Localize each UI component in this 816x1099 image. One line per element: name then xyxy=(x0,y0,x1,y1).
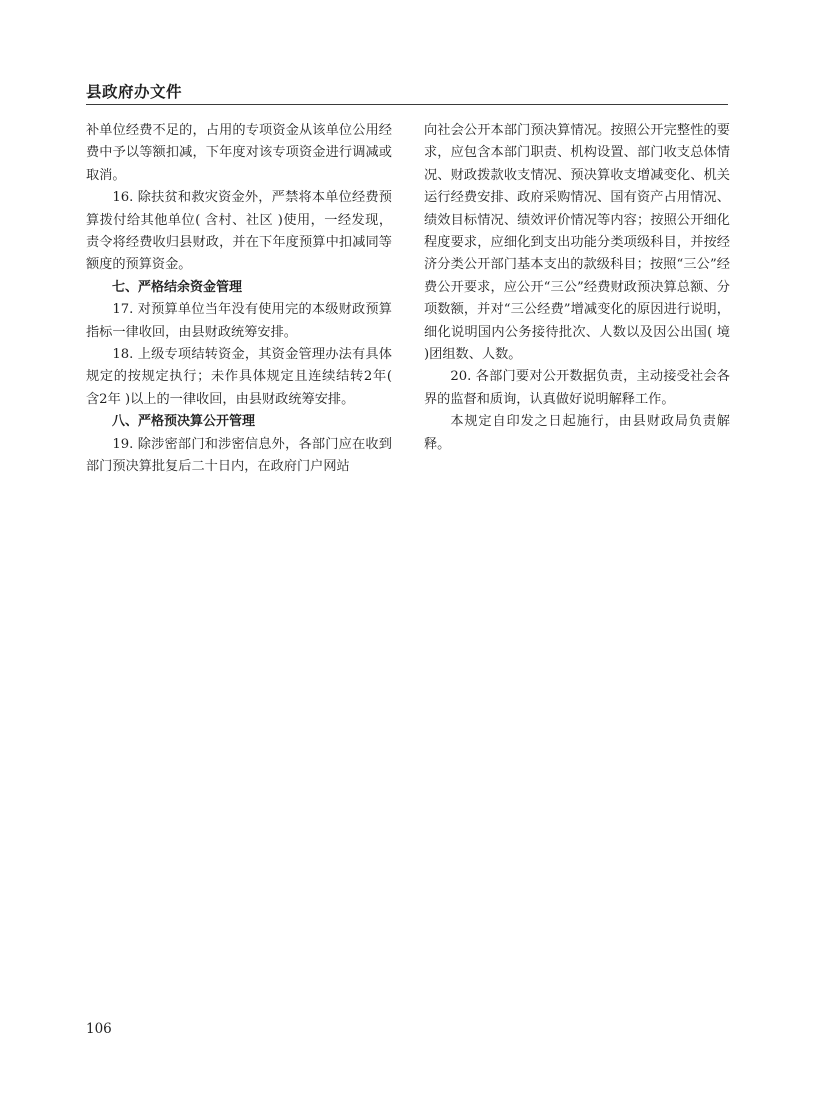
right-column xyxy=(424,120,730,456)
left-column xyxy=(86,120,392,479)
paragraph-item-19-continued: 向社会公开本部门预决算情况。按照公开完整性的要求，应包含本部门职责、机构设置、部门收支总体情况、财政拨款收支情况、预决算收支增减变化、机关运行经费安排、政府采购情况、国有资产占用情况、绩效目标情况、绩效评价情况等内容；按照公开细化程度要求，应细化到支出功能分类项级科目，并按经济分类公开部门基本支出的款级科目；按照“三公”经费公开要求，应公开“三公”经费财政预决算总额、分项数额，并对“三公经费”增减变化的原因进行说明，细化说明国内公务接待批次、人数以及因公出国( 境 )团组数、人数。 xyxy=(424,123,730,363)
paragraph-effective-clause: 本规定自印发之日起施行，由县财政局负责解释。 xyxy=(424,414,730,452)
paragraph-continuation: 补单位经费不足的，占用的专项资金从该单位公用经费中予以等额扣减，下年度对该专项资金进行调减或取消。 xyxy=(86,123,392,183)
running-header xyxy=(86,80,728,105)
paragraph-item-20: 20. 各部门要对公开数据负责，主动接受社会各界的监督和质询，认真做好说明解释工作。 xyxy=(424,369,730,407)
page-number: 106 xyxy=(86,1021,112,1037)
header-title: 县政府办文件 xyxy=(86,83,183,101)
paragraph-item-18: 18. 上级专项结转资金，其资金管理办法有具体规定的按规定执行；未作具体规定且连续结转2年( 含2年 )以上的一律收回，由县财政统筹安排。 xyxy=(86,347,392,407)
paragraph-item-19: 19. 除涉密部门和涉密信息外，各部门应在收到部门预决算批复后二十日内，在政府门户网站 xyxy=(86,436,392,475)
section-heading-8: 八、严格预决算公开管理 xyxy=(112,414,256,430)
paragraph-item-16: 16. 除扶贫和救灾资金外，严禁将本单位经费预算拨付给其他单位( 含村、社区 )使用，一经发现，责令将经费收归县财政，并在下年度预算中扣减同等额度的预算资金。 xyxy=(86,190,392,273)
paragraph-item-17: 17. 对预算单位当年没有使用完的本级财政预算指标一律收回，由县财政统筹安排。 xyxy=(86,302,392,340)
section-heading-7: 七、严格结余资金管理 xyxy=(112,279,243,295)
